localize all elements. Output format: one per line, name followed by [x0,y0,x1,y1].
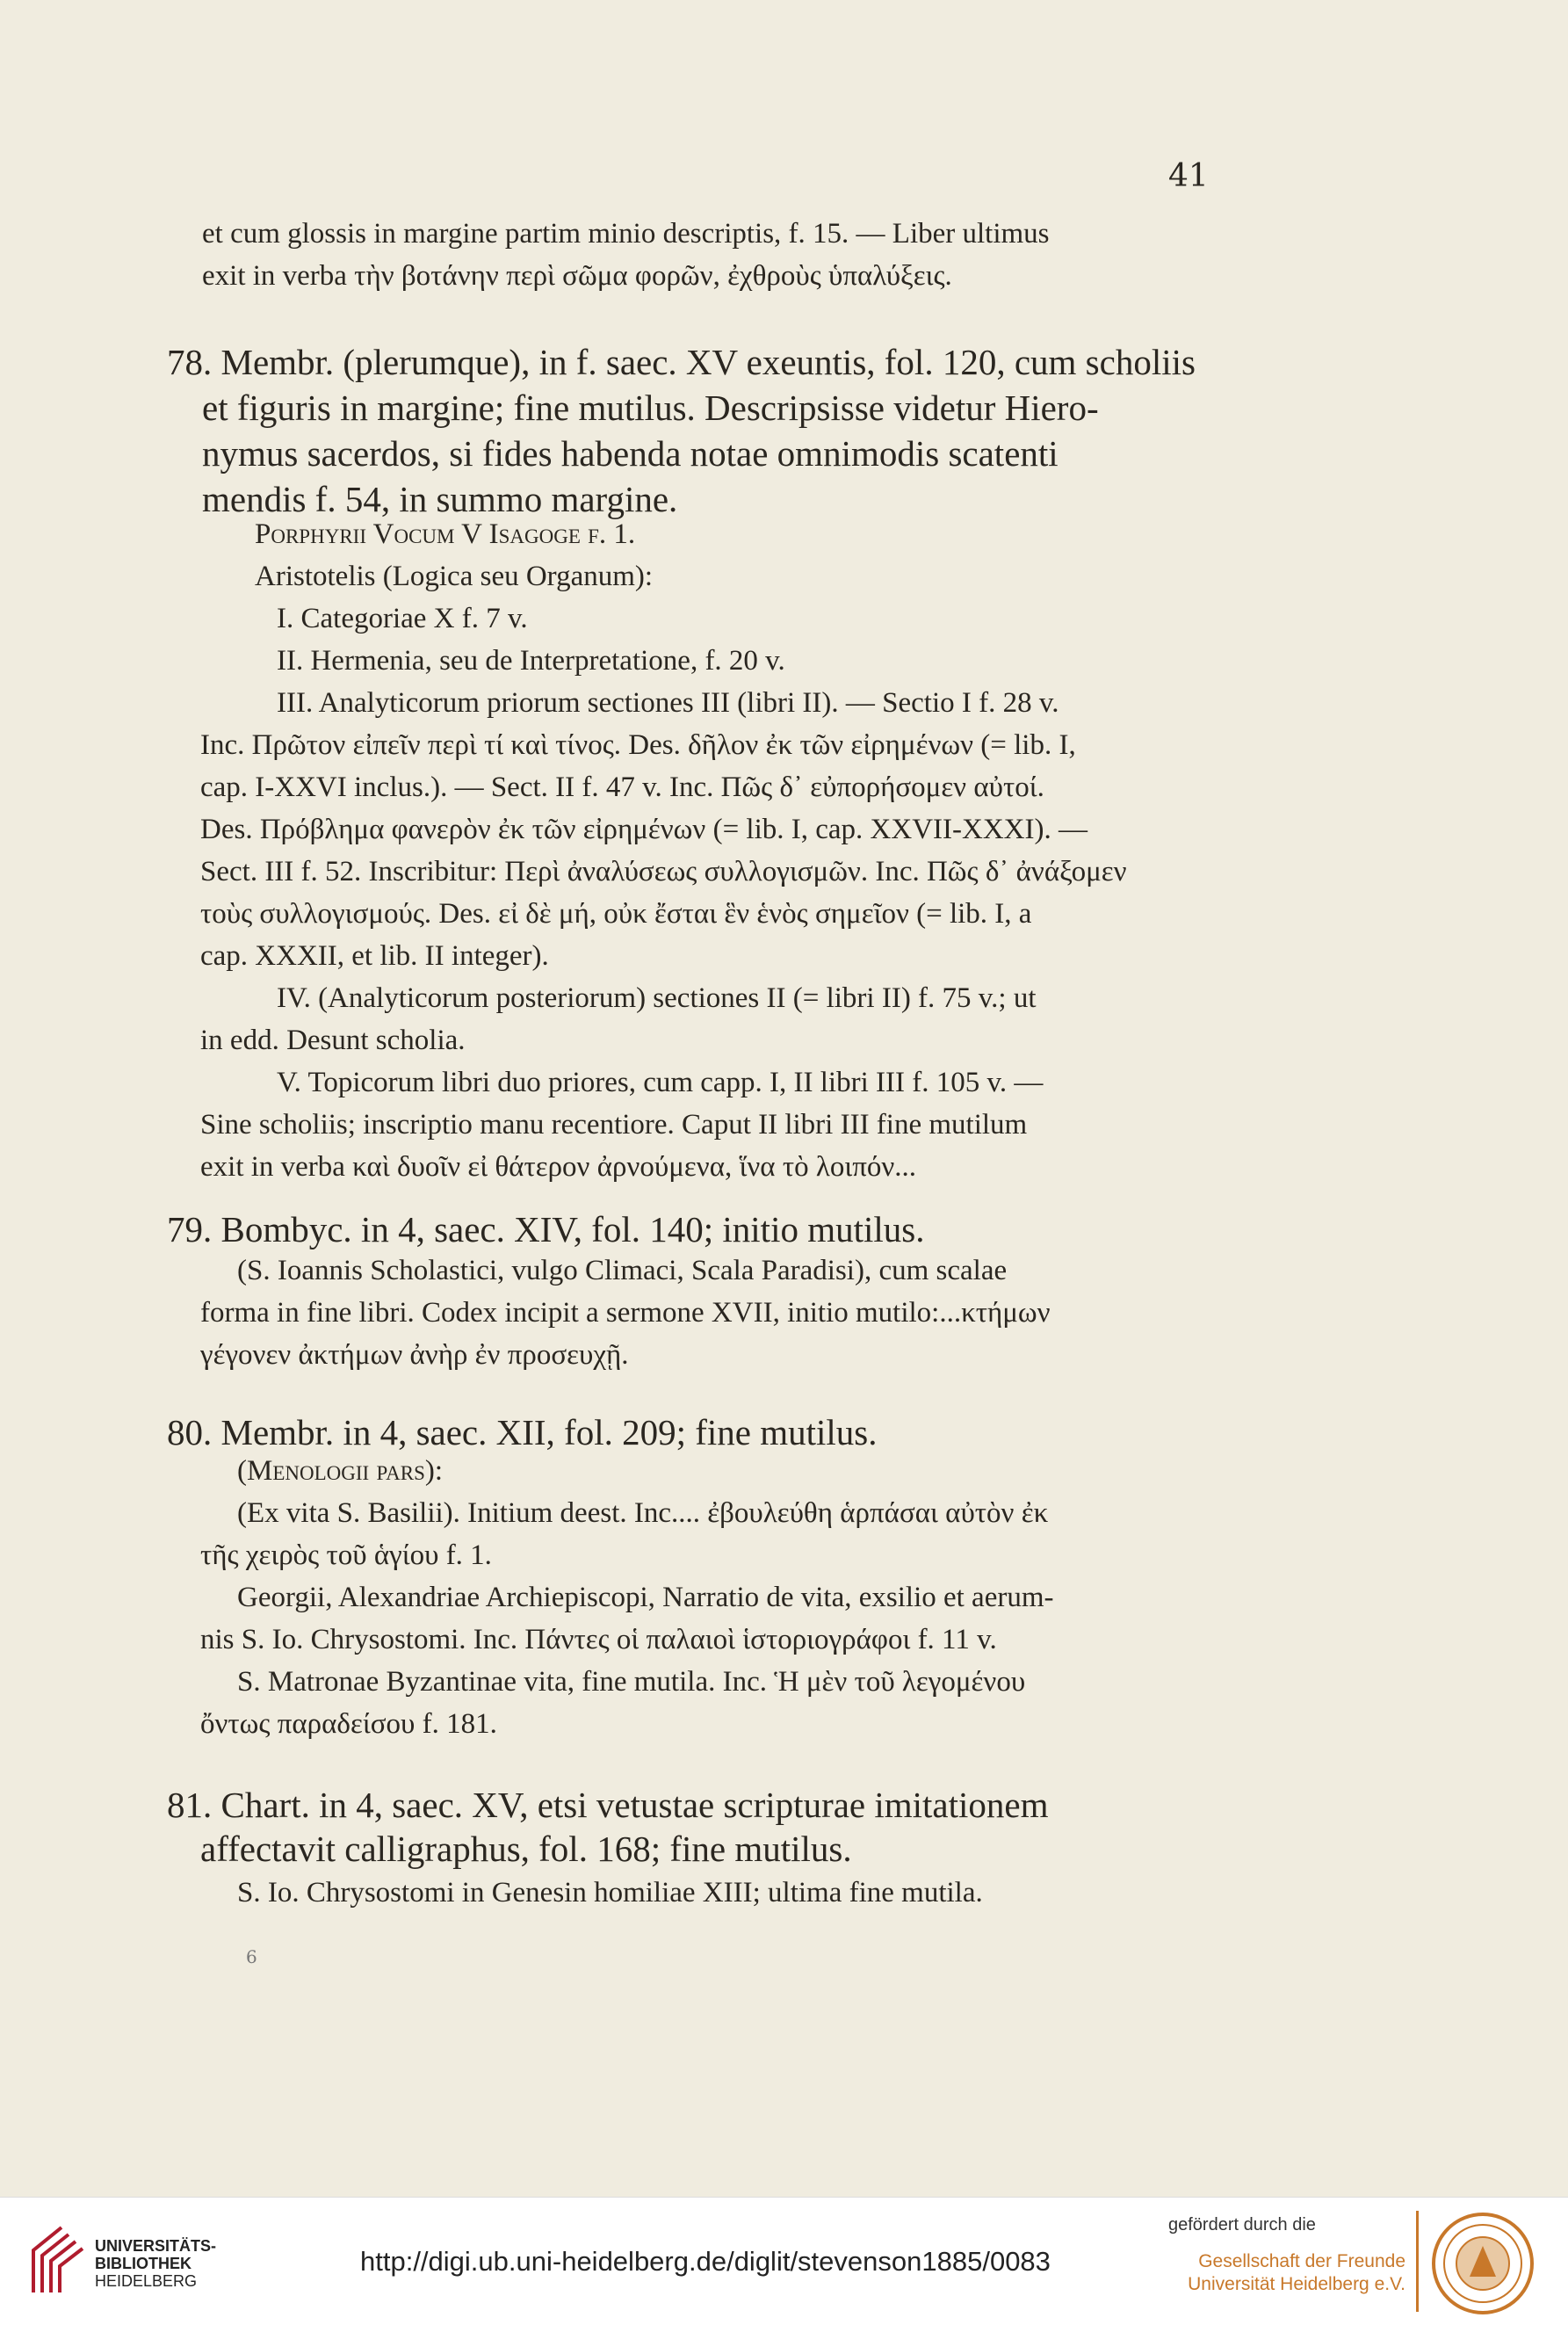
text-line: mendis f. 54, in summo margine. [202,479,678,519]
text-line: τῆς χειρὸς τοῦ ἁγίου f. 1. [200,1539,492,1571]
text-line: V. Topicorum libri duo priores, cum capp. I, II libri III f. 105 v. — [277,1067,1044,1098]
text-line: (Menologii pars): [237,1455,444,1487]
text-line: Sect. III f. 52. Inscribitur: Περὶ ἀναλύσεως συλλογισμῶν. Inc. Πῶς δ᾽ ἀνάξομεν [200,856,1127,887]
library-name: UNIVERSITÄTS- BIBLIOTHEK HEIDELBERG [95,2237,217,2290]
support-label: gefördert durch die [1168,2215,1316,2234]
text-line: exit in verba τὴν βοτάνην περὶ σῶμα φορῶν, ἐχθροὺς ὑπαλύξεις. [202,260,952,292]
permalink-url[interactable]: http://digi.ub.uni-heidelberg.de/diglit/stevenson1885/0083 [360,2246,1051,2277]
text-line: affectavit calligraphus, fol. 168; fine mutilus. [200,1829,852,1869]
text-line: Des. Πρόβλημα φανερὸν ἐκ τῶν εἰρημένων (= lib. I, cap. XXVII-XXXI). — [200,814,1087,845]
divider [1416,2211,1419,2312]
text-line: I. Categoriae X f. 7 v. [277,603,528,634]
text-line: nis S. Io. Chrysostomi. Inc. Πάντες οἱ παλαιοὶ ἱστοριογράφοι f. 11 v. [200,1624,997,1655]
text-line: γέγονεν ἀκτήμων ἀνὴρ ἐν προσευχῇ. [200,1339,629,1371]
text-line: III. Analyticorum priorum sectiones III (libri II). — Sectio I f. 28 v. [277,687,1059,719]
society-name: Gesellschaft der Freunde Universität Heidelberg e.V. [1188,2251,1405,2294]
text-line: II. Hermenia, seu de Interpretatione, f. 20 v. [277,645,785,677]
page-number: 41 [1168,158,1209,194]
text-line: et figuris in margine; fine mutilus. Descripsisse videtur Hiero- [202,388,1099,428]
text-line: Porphyrii Vocum V Isagoge f. 1. [255,518,636,550]
university-library-logo-icon [26,2224,88,2296]
university-seal-icon [1430,2211,1535,2316]
footer-bar [0,2197,1568,2325]
text-line: (S. Ioannis Scholastici, vulgo Climaci, Scala Paradisi), cum scalae [237,1255,1008,1286]
text-line: in edd. Desunt scholia. [200,1025,466,1056]
text-line: (Ex vita S. Basilii). Initium deest. Inc.... ἐβουλεύθη ἁρπάσαι αὐτὸν ἐκ [237,1497,1049,1529]
text-line: Aristotelis (Logica seu Organum): [255,561,654,592]
text-line: nymus sacerdos, si fides habenda notae omnimodis scatenti [202,433,1059,474]
text-line: S. Io. Chrysostomi in Genesin homiliae XIII; ultima fine mutila. [237,1877,983,1909]
text-line: IV. (Analyticorum posteriorum) sectiones II (= libri II) f. 75 v.; ut [277,982,1037,1014]
text-line: forma in fine libri. Codex incipit a sermone XVII, initio mutilo:...κτήμων [200,1297,1051,1329]
text-line: cap. I-XXVI inclus.). — Sect. II f. 47 v. Inc. Πῶς δ᾽ εὐπορήσομεν αὐτοί. [200,771,1044,803]
text-line: ὄντως παραδείσου f. 181. [200,1708,497,1740]
text-line: S. Matronae Byzantinae vita, fine mutila. Inc. Ἡ μὲν τοῦ λεγομένου [237,1666,1026,1698]
entry-81-heading: 81. Chart. in 4, saec. XV, etsi vetustae scripturae imitationem [167,1785,1049,1825]
entry-80-heading: 80. Membr. in 4, saec. XII, fol. 209; fine mutilus. [167,1412,878,1452]
text-line: Sine scholiis; inscriptio manu recentiore. Caput II libri III fine mutilum [200,1109,1028,1141]
text-line: et cum glossis in margine partim minio descriptis, f. 15. — Liber ultimus [202,218,1050,250]
text-line: Inc. Πρῶτον εἰπεῖν περὶ τί καὶ τίνος. Des. δῆλον ἐκ τῶν εἰρημένων (= lib. I, [200,729,1076,761]
text-line: cap. XXXII, et lib. II integer). [200,940,549,972]
text-line: Georgii, Alexandriae Archiepiscopi, Narratio de vita, exsilio et aerum- [237,1582,1054,1613]
signature-mark: 6 [246,1946,257,1967]
entry-78-heading: 78. Membr. (plerumque), in f. saec. XV exeuntis, fol. 120, cum scholiis [167,342,1196,382]
text-line: τοὺς συλλογισμούς. Des. εἰ δὲ μή, οὐκ ἔσται ἓν ἑνὸς σημεῖον (= lib. I, a [200,898,1032,930]
entry-79-heading: 79. Bombyc. in 4, saec. XIV, fol. 140; initio mutilus. [167,1209,925,1249]
text-line: exit in verba καὶ δυοῖν εἰ θάτερον ἀρνούμενα, ἵνα τὸ λοιπόν... [200,1151,917,1183]
